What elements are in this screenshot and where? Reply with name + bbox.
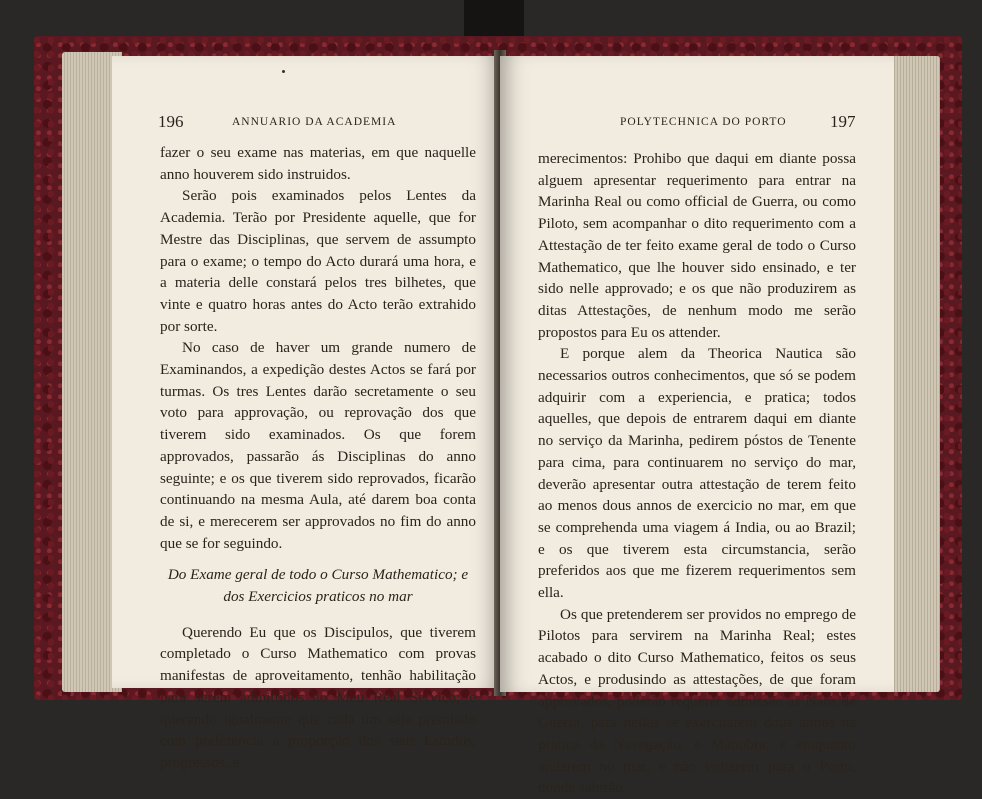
page-number-right: 197 [830,112,856,131]
paragraph: merecimentos: Prohibo que daqui em diante possa alguem apresentar requerimento para entrar na Marinha Real ou como official de Guerra, ou como Piloto, sem acompanhar o dito requerimento com a Attestação de ter feito exame geral de todo o Curso Mathematico, que lhe houver sido ensinado, e ter sido nelle approvado; e os que não produzirem as ditas Attestações, de nenhum modo me serão propostos para Eu os attender. [538,150,856,341]
paragraph: No caso de haver um grande numero de Examinandos, a expedição destes Actos se fará por turmas. Os tres Lentes darão secretamente o seu voto para approvação, ou reprovação dos que tiverem sido examinados. Os que forem approvados, passarão ás Disciplinas do anno seguinte; e os que tiverem sido reprovados, ficarão continuando na mesma Aula, até darem boa conta de si, e merecerem ser approvados no fim do anno que se for seguindo. [160,339,476,552]
paragraph: E porque alem da Theorica Nautica são necessarios outros conhecimentos, que só se podem adquirir com a experiencia, e pratica; todos aquelles, que depois de entrarem daqui em diante no serviço da Marinha, pedirem póstos de Tenente para cima, para continuarem no serviço do mar, deverão apresentar outra attestação de terem feito ao menos dous annos de exercicio no mar, em que se comprehenda uma viagem á India, ou ao Brazil; e os que tiverem esta circumstancia, serão preferidos aos que me fizerem requerimentos sem ella. [538,345,856,602]
right-page-text [538,148,856,799]
left-page-text [160,142,476,774]
right-page [500,56,894,797]
right-page-block-edge [892,56,940,692]
ink-speck [282,70,285,73]
running-head-right: POLYTECHNICA DO PORTO [620,116,787,128]
paragraph: fazer o seu exame nas materias, em que naquelle anno houverem sido instruidos. [160,144,476,183]
left-page [112,56,500,771]
page-number-left: 196 [158,112,184,131]
section-heading: Do Exame geral de todo o Curso Mathematico; e dos Exercicios praticos no mar [167,566,469,606]
paragraph: Os que pretenderem ser providos no emprego de Pilotos para servirem na Marinha Real; estes acabado o dito Curso Mathematico, feitos os seus Actos, e produsindo as attestações, de que foram approvados, poderão requerer admissão ás Náos de Guerra, para nellas se exercitarem dous annos na pratica da Navegação, e Manobra; e emquanto andarem no mar, e não voltarem para o Porto, donde sahirão, [538,605,856,797]
paragraph: Serão pois examinados pelos Lentes da Academia. Terão por Presidente aquelle, que for Mestre das Disciplinas, que servem de assumpto para o exame; o tempo do Acto durará uma hora, e a materia delle constará pelos tres bilhetes, que vinte e quatro horas antes do Acto terão extrahido por sorte. [160,187,476,335]
running-head-left: ANNUARIO DA ACADEMIA [232,116,397,128]
paragraph: Querendo Eu que os Discipulos, que tiverem completado o Curso Mathematico com provas manifestas de aproveitamento, tenhão habilitação para serem admittidos ao Meu Real Serviço; e querendo igualmente que cada um seja premiado com preferencia á proporção dos seus Estudos, progressos, e [160,623,476,771]
